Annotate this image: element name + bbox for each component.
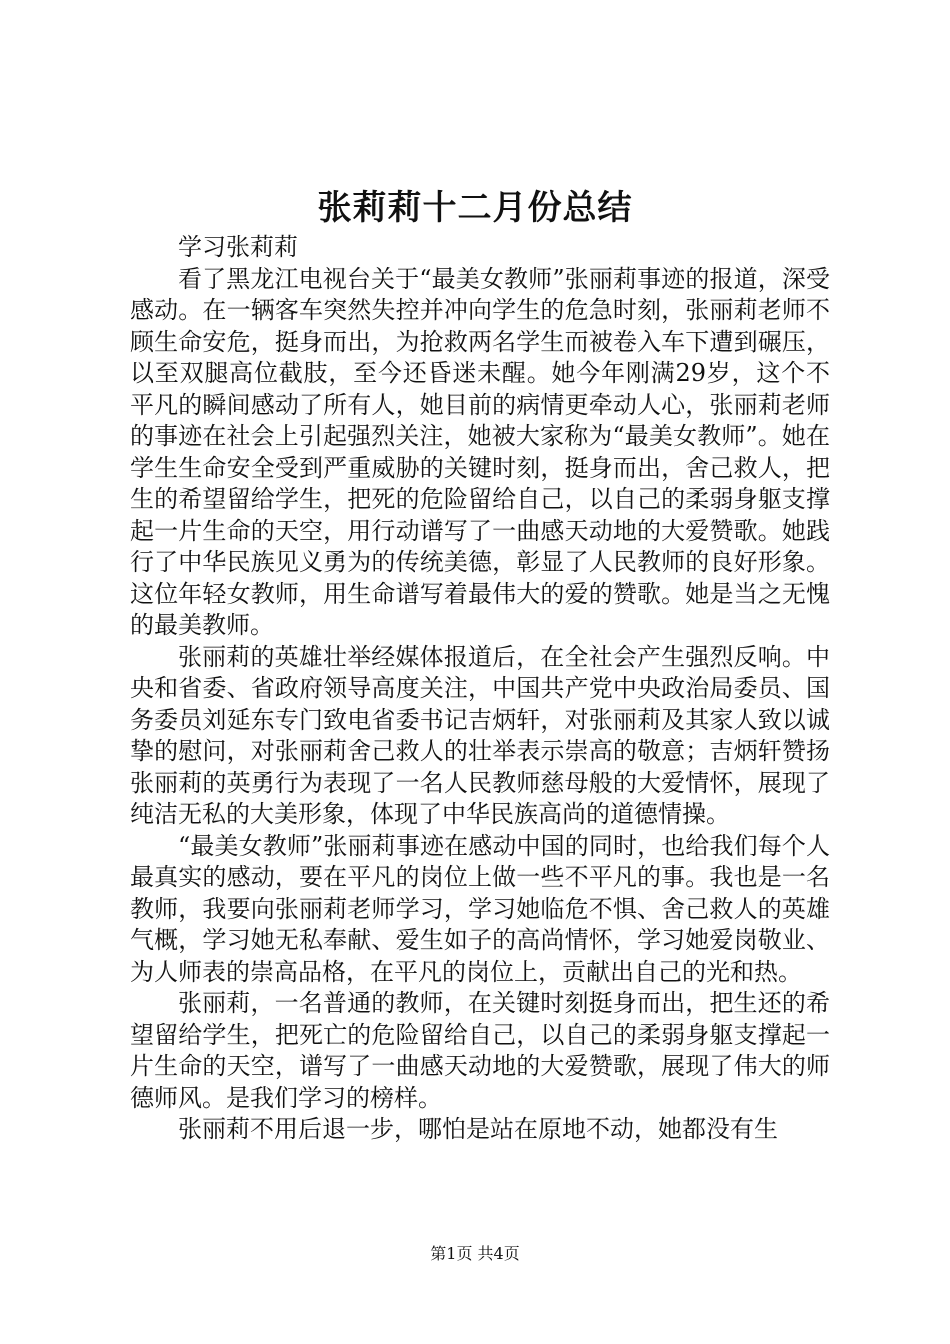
document-body: [130, 232, 830, 1146]
document-title: 张莉莉十二月份总结: [317, 188, 633, 228]
paragraph: 张丽莉不用后退一步，哪怕是站在原地不动，她都没有生: [178, 1115, 778, 1143]
paragraph: “最美女教师”张丽莉事迹在感动中国的同时，也给我们每个人最真实的感动，要在平凡的岗位上做一些不平凡的事。我也是一名教师，我要向张丽莉老师学习，学习她临危不惧、舍己救人的英雄气概，学习她无私奉献、爱生如子的高尚情怀，学习她爱岗敬业、为人师表的崇高品格，在平凡的岗位上，贡献出自己的光和热。: [130, 831, 830, 986]
page-number-footer: 第1页 共4页: [430, 1244, 520, 1263]
paragraph-heading: 学习张莉莉: [178, 233, 298, 261]
paragraph: 张丽莉的英雄壮举经媒体报道后，在全社会产生强烈反响。中央和省委、省政府领导高度关注，中国共产党中央政治局委员、国务委员刘延东专门致电省委书记吉炳轩，对张丽莉及其家人致以诚挚的慰问，对张丽莉舍己救人的壮举表示崇高的敬意；吉炳轩赞扬张丽莉的英勇行为表现了一名人民教师慈母般的大爱情怀，展现了纯洁无私的大美形象，体现了中华民族高尚的道德情操。: [130, 642, 830, 828]
paragraph: 看了黑龙江电视台关于“最美女教师”张丽莉事迹的报道，深受感动。在一辆客车突然失控并冲向学生的危急时刻，张丽莉老师不顾生命安危，挺身而出，为抢救两名学生而被卷入车下遭到碾压，以至双腿高位截肢，至今还昏迷未醒。她今年刚满29岁，这个不平凡的瞬间感动了所有人，她目前的病情更牵动人心，张丽莉老师的事迹在社会上引起强烈关注，她被大家称为“最美女教师”。她在学生生命安全受到严重威胁的关键时刻，挺身而出，舍己救人，把生的希望留给学生，把死的危险留给自己，以自己的柔弱身躯支撑起一片生命的天空，用行动谱写了一曲感天动地的大爱赞歌。她践行了中华民族见义勇为的传统美德，彰显了人民教师的良好形象。这位年轻女教师，用生命谱写着最伟大的爱的赞歌。她是当之无愧的最美教师。: [130, 264, 830, 639]
paragraph: 张丽莉，一名普通的教师，在关键时刻挺身而出，把生还的希望留给学生，把死亡的危险留给自己，以自己的柔弱身躯支撑起一片生命的天空，谱写了一曲感天动地的大爱赞歌，展现了伟大的师德师风。是我们学习的榜样。: [130, 989, 830, 1112]
